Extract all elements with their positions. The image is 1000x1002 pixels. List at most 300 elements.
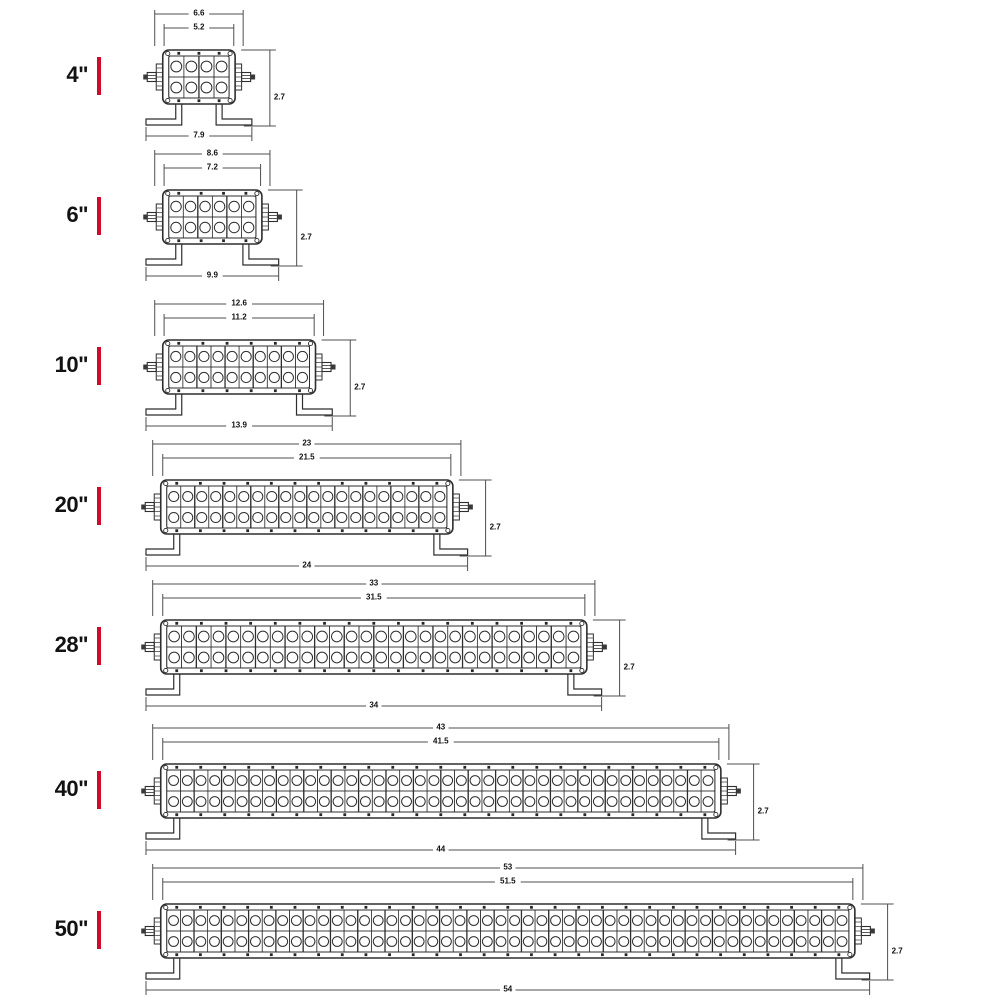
led-lens xyxy=(305,916,315,926)
bolt-tip xyxy=(251,75,256,80)
frame-screw xyxy=(388,953,391,956)
led-lens xyxy=(258,631,269,642)
led-lens xyxy=(605,916,615,926)
led-lens xyxy=(210,937,220,947)
led-lens xyxy=(365,491,375,501)
dim-label-height: 2.7 xyxy=(273,92,285,102)
led-lens xyxy=(387,916,397,926)
led-lens xyxy=(295,512,305,522)
size-row-10in xyxy=(0,292,393,438)
led-lens xyxy=(568,631,579,642)
led-lens xyxy=(278,776,288,786)
led-lens xyxy=(213,631,224,642)
corner-screw xyxy=(446,481,450,485)
left-foot-bracket xyxy=(146,244,182,265)
led-lens xyxy=(319,916,329,926)
frame-screw xyxy=(696,906,699,909)
frame-screw xyxy=(372,669,375,672)
led-lens xyxy=(291,916,301,926)
led-lens xyxy=(635,797,645,807)
dim-label-height: 2.7 xyxy=(354,382,366,392)
led-lens xyxy=(783,937,793,947)
frame-screw xyxy=(177,342,180,345)
led-lens xyxy=(241,351,251,361)
frame-screw xyxy=(274,669,277,672)
dim-label-top-inner: 51.5 xyxy=(500,876,516,886)
led-lens xyxy=(361,797,371,807)
frame-screw xyxy=(175,622,178,625)
bottom-dimension xyxy=(146,981,870,995)
led-lens xyxy=(379,491,389,501)
corner-screw xyxy=(308,388,312,392)
frame-screw xyxy=(391,813,394,816)
led-grid xyxy=(167,910,849,952)
frame-screw xyxy=(298,342,301,345)
frame-screw xyxy=(545,622,548,625)
led-lens xyxy=(297,351,307,361)
led-lens xyxy=(687,937,697,947)
led-lens xyxy=(564,916,574,926)
hex-bolt xyxy=(861,927,870,936)
led-lens xyxy=(823,916,833,926)
led-lens xyxy=(469,937,479,947)
frame-screw xyxy=(246,482,249,485)
frame-screw xyxy=(559,813,562,816)
led-lens xyxy=(484,797,494,807)
led-lens xyxy=(605,937,615,947)
frame-screw xyxy=(271,766,274,769)
led-lens xyxy=(470,776,480,786)
frame-screw xyxy=(246,953,249,956)
led-lens xyxy=(269,351,279,361)
led-lens xyxy=(213,351,223,361)
frame-screw xyxy=(506,953,509,956)
led-lens xyxy=(306,797,316,807)
led-lens xyxy=(393,491,403,501)
frame-screw xyxy=(199,529,202,532)
led-lens xyxy=(810,916,820,926)
frame-screw xyxy=(790,953,793,956)
lightbar-drawing-50in xyxy=(112,856,930,1002)
led-lens xyxy=(374,797,384,807)
led-grid xyxy=(167,486,447,528)
frame-screw xyxy=(223,813,226,816)
dim-label-height: 2.7 xyxy=(623,662,635,672)
frame-screw xyxy=(446,622,449,625)
led-lens xyxy=(185,222,195,232)
led-lens xyxy=(361,652,372,663)
frame-screw xyxy=(397,622,400,625)
led-lens xyxy=(213,652,224,663)
led-lens xyxy=(171,372,181,382)
led-lens xyxy=(511,797,521,807)
led-lens xyxy=(228,652,239,663)
led-lens xyxy=(360,916,370,926)
frame-screw xyxy=(535,813,538,816)
corner-screw xyxy=(164,668,168,672)
frame-screw xyxy=(199,766,202,769)
size-label-block-10in xyxy=(0,292,112,438)
led-lens xyxy=(465,631,476,642)
corner-screw xyxy=(848,952,852,956)
mounting-feet xyxy=(146,674,602,695)
corner-screw xyxy=(164,905,168,909)
hex-bolt xyxy=(145,503,154,512)
frame-screw xyxy=(317,529,320,532)
top-inner-dimension xyxy=(164,312,314,337)
led-lens xyxy=(728,916,738,926)
frame-screw xyxy=(274,389,277,392)
frame-screw xyxy=(343,766,346,769)
led-lens xyxy=(456,776,466,786)
led-lens xyxy=(169,916,179,926)
led-lens xyxy=(251,776,261,786)
led-lens xyxy=(429,776,439,786)
frame-screw xyxy=(554,906,557,909)
led-lens xyxy=(479,652,490,663)
led-lens xyxy=(646,937,656,947)
led-lens xyxy=(281,491,291,501)
led-lens xyxy=(184,652,195,663)
led-lens xyxy=(227,372,237,382)
led-lens xyxy=(511,776,521,786)
led-lens xyxy=(415,776,425,786)
led-lens xyxy=(539,631,550,642)
frame-screw xyxy=(625,953,628,956)
led-lens xyxy=(265,776,275,786)
frame-screw xyxy=(223,529,226,532)
led-lens xyxy=(510,937,520,947)
led-lens xyxy=(607,776,617,786)
corner-screw xyxy=(255,238,259,242)
frame-screw xyxy=(270,482,273,485)
led-lens xyxy=(365,512,375,522)
top-inner-dimension xyxy=(163,736,719,761)
frame-screw xyxy=(446,669,449,672)
led-lens xyxy=(216,82,227,93)
dim-label-bottom: 54 xyxy=(503,984,513,994)
led-lens xyxy=(243,201,253,211)
size-row-50in xyxy=(0,856,930,1002)
bottom-dimension xyxy=(146,841,736,855)
led-lens xyxy=(714,916,724,926)
frame-screw xyxy=(367,766,370,769)
frame-screw xyxy=(367,813,370,816)
dim-label-bottom: 44 xyxy=(436,844,446,854)
led-lens xyxy=(428,916,438,926)
dim-label-top-outer: 6.6 xyxy=(193,8,205,18)
led-lens xyxy=(332,631,343,642)
led-lens xyxy=(539,652,550,663)
led-lens xyxy=(632,916,642,926)
led-lens xyxy=(210,797,220,807)
frame-screw xyxy=(294,529,297,532)
frame-screw xyxy=(295,813,298,816)
dim-label-height: 2.7 xyxy=(757,806,769,816)
frame-screw xyxy=(200,622,203,625)
led-lens xyxy=(171,61,182,72)
frame-screw xyxy=(372,622,375,625)
led-grid xyxy=(169,196,256,238)
led-lens xyxy=(783,916,793,926)
led-lens xyxy=(564,937,574,947)
led-lens xyxy=(524,652,535,663)
frame-screw xyxy=(317,906,320,909)
led-lens xyxy=(185,351,195,361)
frame-screw xyxy=(631,766,634,769)
top-inner-dimension xyxy=(163,592,585,617)
frame-screw xyxy=(226,342,229,345)
lightbar-drawing-20in xyxy=(112,432,528,578)
mounting-feet xyxy=(146,244,279,265)
frame-screw xyxy=(703,766,706,769)
frame-screw xyxy=(341,953,344,956)
frame-screw xyxy=(250,389,253,392)
led-lens xyxy=(281,512,291,522)
led-lens xyxy=(210,916,220,926)
led-lens xyxy=(347,797,357,807)
frame-screw xyxy=(391,766,394,769)
led-lens xyxy=(537,916,547,926)
frame-screw xyxy=(511,766,514,769)
corner-screw xyxy=(166,238,170,242)
dim-label-top-outer: 53 xyxy=(503,862,513,872)
led-lens xyxy=(551,916,561,926)
bottom-dimension xyxy=(146,417,332,431)
led-lens xyxy=(479,631,490,642)
led-lens xyxy=(267,491,277,501)
frame-screw xyxy=(222,239,225,242)
dim-label-bottom: 13.9 xyxy=(231,420,247,430)
dim-label-height: 2.7 xyxy=(300,232,312,242)
frame-screw xyxy=(397,669,400,672)
led-lens xyxy=(186,82,197,93)
led-lens xyxy=(621,776,631,786)
frame-screw xyxy=(365,906,368,909)
led-lens xyxy=(264,916,274,926)
led-lens xyxy=(455,916,465,926)
frame-screw xyxy=(530,953,533,956)
led-lens xyxy=(171,351,181,361)
led-lens xyxy=(237,776,247,786)
hex-bolt xyxy=(147,73,156,82)
size-label: 50" xyxy=(54,916,88,941)
frame-screw xyxy=(520,669,523,672)
frame-screw xyxy=(247,766,250,769)
led-lens xyxy=(225,491,235,501)
frame-screw xyxy=(459,906,462,909)
frame-screw xyxy=(463,813,466,816)
frame-screw xyxy=(648,953,651,956)
frame-screw xyxy=(249,669,252,672)
led-lens xyxy=(295,491,305,501)
led-lens xyxy=(494,652,505,663)
dim-label-top-inner: 21.5 xyxy=(299,452,315,462)
led-lens xyxy=(201,82,212,93)
frame-screw xyxy=(435,953,438,956)
frame-screw xyxy=(554,953,557,956)
frame-screw xyxy=(696,953,699,956)
led-lens xyxy=(337,491,347,501)
led-lens xyxy=(435,631,446,642)
size-label: 6" xyxy=(66,202,88,227)
led-lens xyxy=(337,512,347,522)
led-grid xyxy=(167,626,581,668)
dim-label-bottom: 9.9 xyxy=(206,270,218,280)
led-lens xyxy=(414,916,424,926)
frame-screw xyxy=(577,906,580,909)
frame-screw xyxy=(223,766,226,769)
frame-screw xyxy=(483,953,486,956)
corner-screw xyxy=(228,51,232,55)
led-lens xyxy=(407,512,417,522)
led-lens xyxy=(568,652,579,663)
led-lens xyxy=(450,631,461,642)
hex-bolt xyxy=(242,73,251,82)
frame-screw xyxy=(388,529,391,532)
corner-screw xyxy=(164,621,168,625)
frame-screw xyxy=(202,389,205,392)
led-lens xyxy=(213,372,223,382)
dim-label-top-inner: 7.2 xyxy=(206,162,218,172)
height-dimension xyxy=(727,764,777,840)
led-lens xyxy=(269,372,279,382)
led-lens xyxy=(223,916,233,926)
hex-bolt xyxy=(145,643,154,652)
corner-screw xyxy=(164,765,168,769)
led-lens xyxy=(648,776,658,786)
bolt-tip xyxy=(141,505,145,510)
frame-screw xyxy=(200,192,203,195)
corner-screw xyxy=(714,765,718,769)
led-lens xyxy=(228,631,239,642)
lightbar-drawing-28in xyxy=(112,572,662,718)
top-inner-dimension xyxy=(163,876,853,901)
frame-screw xyxy=(559,766,562,769)
led-lens xyxy=(428,937,438,947)
led-lens xyxy=(292,797,302,807)
frame-screw xyxy=(271,813,274,816)
led-lens xyxy=(243,631,254,642)
frame-screw xyxy=(299,669,302,672)
led-lens xyxy=(523,916,533,926)
led-grid xyxy=(169,346,310,388)
frame-screw xyxy=(246,529,249,532)
bottom-dimension xyxy=(146,267,279,281)
frame-screw xyxy=(463,766,466,769)
frame-screw xyxy=(435,482,438,485)
right-foot-bracket xyxy=(702,818,736,839)
led-lens xyxy=(272,631,283,642)
frame-screw xyxy=(648,906,651,909)
led-lens xyxy=(455,937,465,947)
led-grid xyxy=(167,770,715,812)
led-lens xyxy=(183,512,193,522)
led-lens xyxy=(264,937,274,947)
frame-screw xyxy=(520,622,523,625)
frame-screw xyxy=(767,906,770,909)
led-lens xyxy=(407,491,417,501)
led-lens xyxy=(402,797,412,807)
frame-screw xyxy=(218,52,221,55)
frame-screw xyxy=(679,813,682,816)
size-row-20in xyxy=(0,432,528,578)
frame-screw xyxy=(412,482,415,485)
led-lens xyxy=(196,776,206,786)
led-lens xyxy=(292,776,302,786)
frame-screw xyxy=(679,766,682,769)
frame-screw xyxy=(607,766,610,769)
frame-screw xyxy=(439,813,442,816)
led-lens xyxy=(525,797,535,807)
height-dimension xyxy=(593,620,643,696)
led-lens xyxy=(169,652,180,663)
led-lens xyxy=(251,797,261,807)
frame-screw xyxy=(583,813,586,816)
frame-screw xyxy=(719,906,722,909)
size-label-block-50in xyxy=(0,856,112,1002)
led-lens xyxy=(305,937,315,947)
led-lens xyxy=(660,916,670,926)
size-label: 10" xyxy=(54,352,88,377)
corner-screw xyxy=(580,668,584,672)
size-label-block-20in xyxy=(0,432,112,578)
led-lens xyxy=(450,652,461,663)
led-lens xyxy=(441,916,451,926)
red-accent-bar xyxy=(97,347,101,385)
bolt-tip xyxy=(277,215,282,220)
led-lens xyxy=(414,937,424,947)
led-lens xyxy=(302,631,313,642)
size-label: 20" xyxy=(54,492,88,517)
led-lens xyxy=(198,631,209,642)
led-lens xyxy=(769,937,779,947)
frame-screw xyxy=(365,529,368,532)
led-lens xyxy=(323,512,333,522)
right-foot-bracket xyxy=(836,958,870,979)
dim-label-top-outer: 8.6 xyxy=(206,148,218,158)
frame-screw xyxy=(247,813,250,816)
led-lens xyxy=(323,491,333,501)
led-lens xyxy=(197,491,207,501)
frame-screw xyxy=(837,953,840,956)
right-foot-bracket xyxy=(216,104,252,125)
frame-screw xyxy=(530,906,533,909)
red-accent-bar xyxy=(97,627,101,665)
corner-screw xyxy=(714,812,718,816)
led-lens xyxy=(169,512,179,522)
led-lens xyxy=(387,937,397,947)
bolt-tip xyxy=(602,645,607,650)
led-lens xyxy=(346,631,357,642)
led-lens xyxy=(662,776,672,786)
led-lens xyxy=(435,491,445,501)
size-label-block-6in xyxy=(0,142,112,288)
led-lens xyxy=(728,937,738,947)
led-lens xyxy=(199,351,209,361)
led-lens xyxy=(216,61,227,72)
led-lens xyxy=(185,201,195,211)
led-lens xyxy=(309,512,319,522)
led-lens xyxy=(465,652,476,663)
led-lens xyxy=(823,937,833,947)
frame-screw xyxy=(319,766,322,769)
led-lens xyxy=(420,652,431,663)
led-lens xyxy=(421,512,431,522)
led-lens xyxy=(302,652,313,663)
led-lens xyxy=(553,652,564,663)
led-lens xyxy=(498,776,508,786)
